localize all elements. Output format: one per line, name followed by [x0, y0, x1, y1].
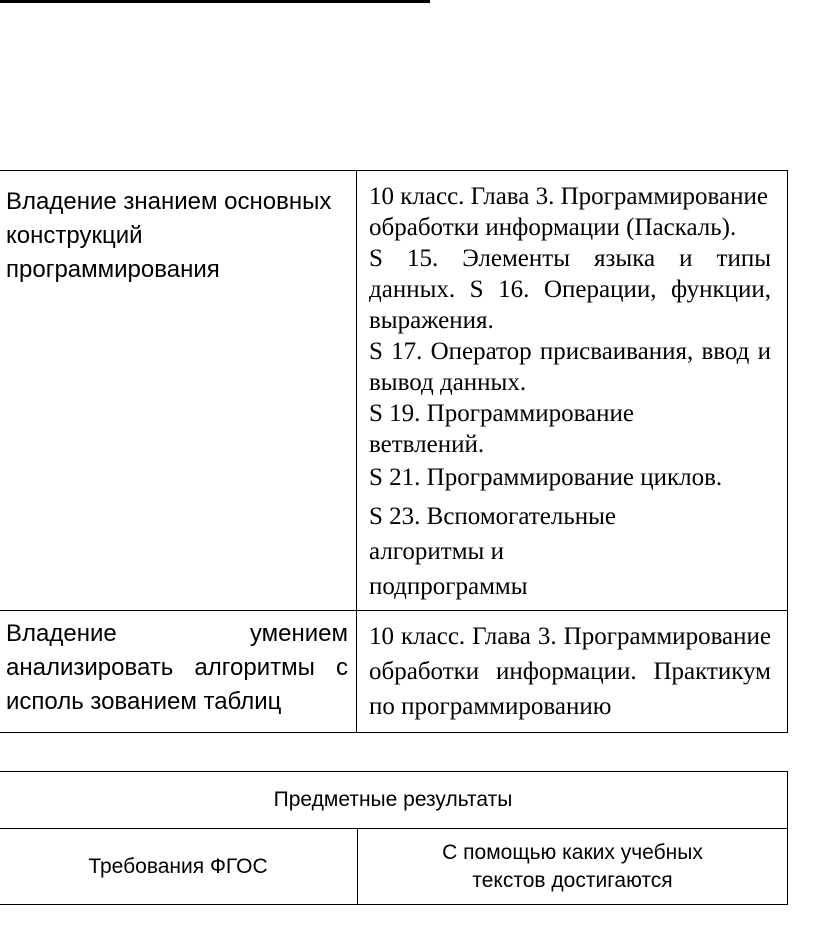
text-line: S 19. Программирование ветвлений.	[369, 400, 635, 458]
requirement-text: Владение знанием основных конструкций программирования	[6, 188, 332, 283]
table-row	[0, 611, 788, 733]
text-line: 10 класс. Глава 3. Программирование обработки информации (Паскаль).	[369, 183, 768, 241]
text-line: 10 класс. Глава 3. Программирование обработки информации. Практикум по программированию	[369, 623, 771, 720]
table-row	[0, 829, 788, 905]
column-header-line: С помощью каких учебных	[442, 840, 703, 864]
top-rule	[0, 0, 430, 3]
requirement-text: Владение умением анализировать алгоритмы с исполь зованием таблиц	[6, 620, 348, 715]
requirements-table	[0, 170, 788, 733]
text-line: S 23. Вспомогательные алгоритмы и подпрограммы	[369, 503, 617, 600]
text-line: S 21. Программирование циклов.	[369, 464, 723, 491]
table-row	[0, 772, 788, 829]
column-header-line: текстов достигаются	[472, 868, 673, 892]
requirement-cell	[0, 611, 357, 733]
text-line: S 17. Оператор присваивания, ввод и вывод данных.	[369, 338, 771, 396]
texts-cell	[357, 171, 788, 611]
texts-cell	[357, 611, 788, 733]
requirement-cell	[0, 171, 357, 611]
column-header-requirements: Требования ФГОС	[0, 829, 358, 905]
results-table	[0, 771, 788, 905]
table-row	[0, 171, 788, 611]
section-title: Предметные результаты	[0, 772, 788, 829]
column-header-texts	[358, 829, 788, 905]
text-line: S 15. Элементы языка и типы данных. S 16. Операции, функции, выражения.	[369, 245, 771, 334]
